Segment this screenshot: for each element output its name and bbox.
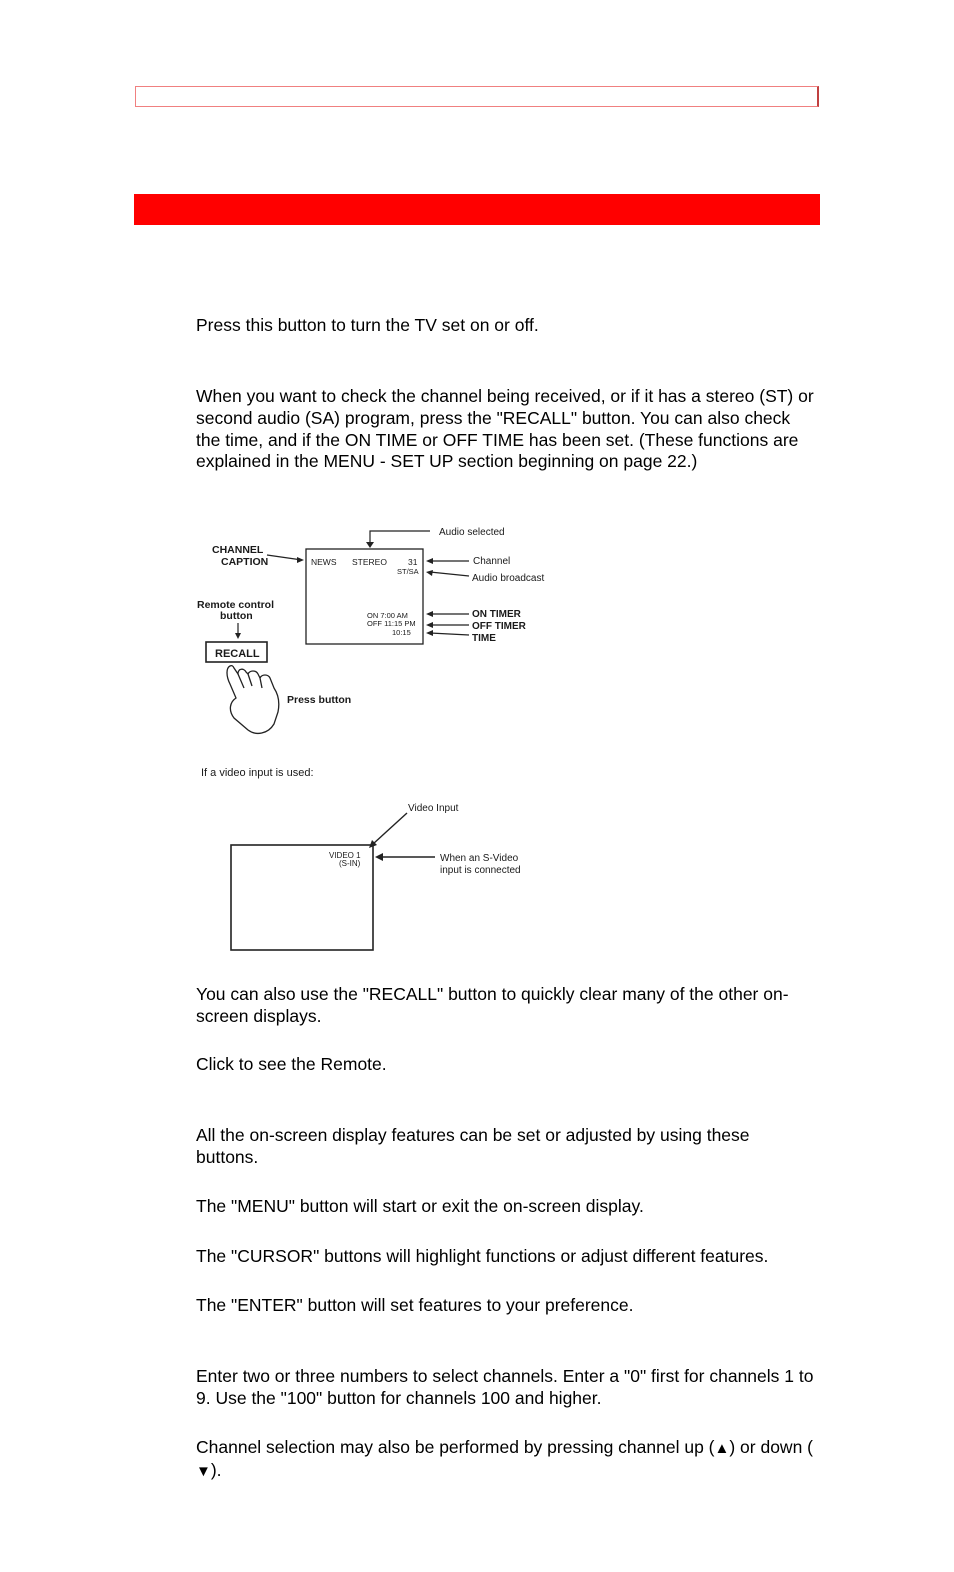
svg-text:OFF 11:15 PM: OFF 11:15 PM [367, 619, 416, 628]
svg-text:RECALL: RECALL [215, 648, 260, 660]
audio-broadcast-label: Audio broadcast [472, 573, 545, 584]
svg-text:input is connected: input is connected [440, 865, 521, 876]
remote-link[interactable]: Click to see the Remote. [196, 1054, 387, 1074]
svg-text:CAPTION: CAPTION [221, 556, 269, 568]
video-input-label: Video Input [408, 803, 459, 814]
svg-text:ON 7:00 AM: ON 7:00 AM [367, 611, 408, 620]
audio-selected-arrow [370, 531, 430, 546]
svg-text:NEWS: NEWS [311, 557, 337, 567]
remote-control-label: Remote control [197, 599, 275, 611]
menu-button-text: The "MENU" button will start or exit the on-screen display. [196, 1196, 644, 1216]
header-box [135, 86, 819, 107]
svg-text:10:15: 10:15 [392, 628, 411, 637]
cursor-button-text: The "CURSOR" buttons will highlight functions or adjust different features. [196, 1246, 769, 1266]
menu-intro-text: All the on-screen display features can be set or adjusted by using these buttons. [196, 1125, 750, 1167]
time-label: TIME [472, 633, 496, 644]
power-text: Press this button to turn the TV set on or off. [196, 315, 539, 335]
channel-caption-label: CHANNEL [212, 544, 264, 556]
enter-button-text: The "ENTER" button will set features to your preference. [196, 1295, 634, 1315]
audio-selected-label: Audio selected [439, 527, 505, 538]
section-title-bar [134, 194, 820, 225]
off-timer-label: OFF TIMER [472, 621, 526, 632]
press-button-label: Press button [287, 694, 352, 706]
svideo-label: When an S-Video [440, 853, 519, 864]
svg-text:(S-IN): (S-IN) [339, 859, 361, 868]
on-timer-label: ON TIMER [472, 609, 521, 620]
svg-text:31: 31 [408, 557, 418, 567]
channel-down-icon: ▼ [196, 1462, 211, 1480]
svg-text:VIDEO 1: VIDEO 1 [329, 851, 361, 860]
channel-updown-text: Channel selection may also be performed by pressing channel up (▲) or down (▼). [196, 1437, 816, 1483]
video-input-diagram [196, 760, 546, 956]
video-input-caption: If a video input is used: [201, 767, 314, 779]
pressing-hand-icon [227, 666, 279, 734]
channel-label: Channel [473, 556, 511, 567]
svg-text:ST/SA: ST/SA [397, 567, 419, 576]
recall-text: When you want to check the channel being received, or if it has a stereo (ST) or second audio (SA) program, press the "RECALL" button. You can also check the time, and if the ON TIME or OFF TIME has been set. (These functions are explained in the MENU - SET UP section beginning on page 22.) [196, 386, 814, 472]
svg-text:STEREO: STEREO [352, 557, 387, 567]
channel-up-icon: ▲ [714, 1440, 730, 1457]
channel-numbers-text: Enter two or three numbers to select channels. Enter a "0" first for channels 1 to 9. Use the "100" button for channels 100 and higher. [196, 1366, 814, 1408]
svg-text:button: button [220, 610, 253, 622]
recall-diagram [190, 518, 560, 740]
recall-clear-text: You can also use the "RECALL" button to quickly clear many of the other on-screen displays. [196, 984, 789, 1026]
